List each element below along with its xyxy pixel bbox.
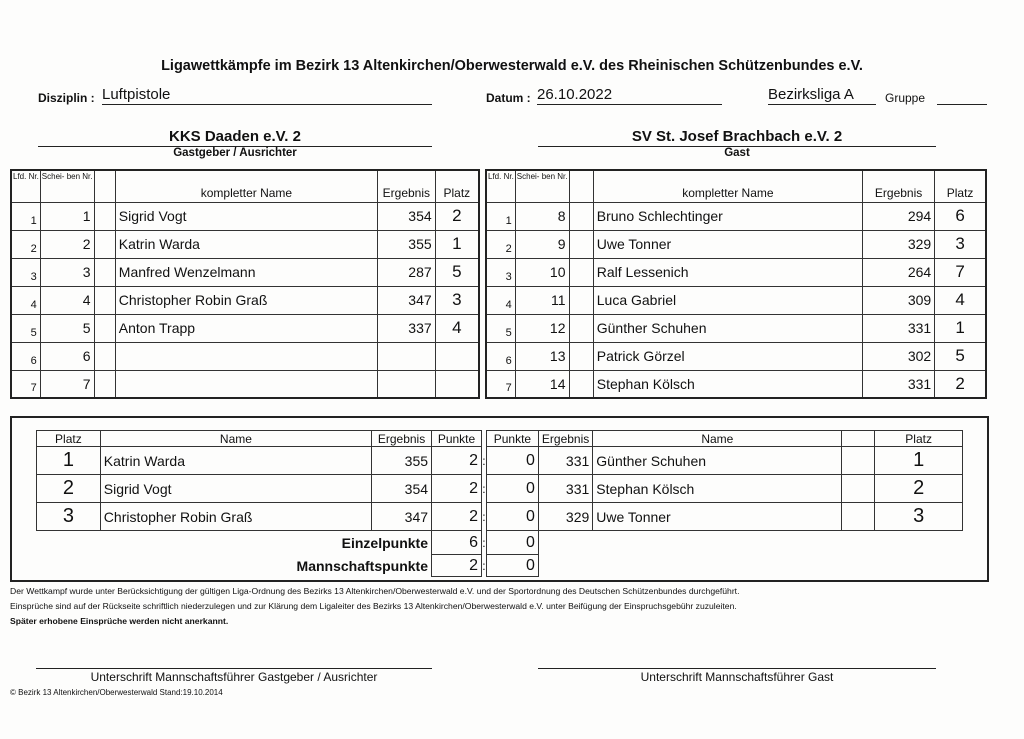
- name-cell: Patrick Görzel: [593, 342, 862, 370]
- scheiben-nr-cell: 13: [515, 342, 569, 370]
- ergebnis-cell: 347: [378, 286, 436, 314]
- disziplin-label: Disziplin :: [38, 91, 95, 105]
- blank-cell: [94, 370, 115, 398]
- blank-cell: [94, 230, 115, 258]
- scheiben-nr-cell: 9: [515, 230, 569, 258]
- ergebnis-cell: 264: [863, 258, 935, 286]
- einzelpunkte-home: 6: [432, 531, 482, 555]
- name-cell: Katrin Warda: [115, 230, 377, 258]
- summary-punkte-home: 2: [432, 503, 482, 531]
- signature-line-home: [36, 668, 432, 669]
- ergebnis-cell: 337: [378, 314, 436, 342]
- colon: :: [482, 509, 486, 524]
- signature-line-guest: [538, 668, 936, 669]
- summary-blank: [842, 447, 875, 475]
- summary-header-row: [37, 431, 963, 447]
- ergebnis-cell: [378, 370, 436, 398]
- summary-platz-home: 1: [37, 447, 101, 475]
- scheiben-nr-cell: 8: [515, 202, 569, 230]
- table-row: [11, 314, 479, 342]
- colon: :: [482, 453, 486, 468]
- col-scheiben-nr: Schei- ben Nr.: [40, 170, 94, 202]
- summary-ergebnis-guest: 329: [538, 503, 592, 531]
- col-lfd-nr: Lfd. Nr.: [486, 170, 515, 202]
- ergebnis-cell: 354: [378, 202, 436, 230]
- einzelpunkte-row: [37, 531, 963, 555]
- summary-ergebnis-home: 347: [372, 503, 432, 531]
- summary-punkte-guest: 0: [486, 475, 538, 503]
- table-row: [11, 202, 479, 230]
- scheiben-nr-cell: 11: [515, 286, 569, 314]
- table-row: [486, 286, 986, 314]
- mannschaftspunkte-guest: 0: [486, 555, 538, 577]
- disziplin-value: Luftpistole: [102, 86, 171, 103]
- datum-label: Datum :: [486, 91, 531, 105]
- lfd-nr-cell: 2: [11, 230, 40, 258]
- footer-note-2: Einsprüche sind auf der Rückseite schriftlich niederzulegen und zur Klärung dem Ligaleiter des Bezirks 13 Altenkirchen/Oberwesterwald e.V. unter Beifügung der Einspruchsgebühr zuzuleiten.: [10, 601, 737, 611]
- summary-name-home: Sigrid Vogt: [100, 475, 371, 503]
- table-row: [11, 286, 479, 314]
- sum-col-punkte: Punkte: [432, 431, 482, 447]
- scheiben-nr-cell: 14: [515, 370, 569, 398]
- summary-platz-guest: 2: [875, 475, 963, 503]
- blank-cell: [94, 286, 115, 314]
- summary-ergebnis-home: 354: [372, 475, 432, 503]
- blank-cell: [94, 258, 115, 286]
- col-platz: Platz: [935, 170, 986, 202]
- name-cell: Bruno Schlechtinger: [593, 202, 862, 230]
- platz-cell: 5: [435, 258, 479, 286]
- summary-punkte-guest: 0: [486, 503, 538, 531]
- ergebnis-cell: 331: [863, 370, 935, 398]
- ergebnis-cell: [378, 342, 436, 370]
- table-row: [486, 314, 986, 342]
- colon: :: [482, 481, 486, 496]
- lfd-nr-cell: 6: [486, 342, 515, 370]
- guest-header-row: [486, 170, 986, 202]
- col-name: kompletter Name: [115, 170, 377, 202]
- summary-table: [36, 430, 963, 577]
- col-scheiben-nr: Schei- ben Nr.: [515, 170, 569, 202]
- lfd-nr-cell: 6: [11, 342, 40, 370]
- gruppe-field: [937, 86, 987, 105]
- document-title: Ligawettkämpfe im Bezirk 13 Altenkirchen/Oberwesterwald e.V. des Rheinischen Schützenbundes e.V.: [161, 58, 863, 74]
- footer-note-1: Der Wettkampf wurde unter Berücksichtigung der gültigen Liga-Ordnung des Bezirks 13 Altenkirchen/Oberwesterwald e.V. und der Sportordnung des Deutschen Schützenbundes durchgeführt.: [10, 586, 740, 596]
- colon: :: [482, 558, 486, 573]
- blank-cell: [569, 286, 593, 314]
- blank-cell: [94, 342, 115, 370]
- table-row: [11, 342, 479, 370]
- name-cell: Sigrid Vogt: [115, 202, 377, 230]
- scheiben-nr-cell: 10: [515, 258, 569, 286]
- lfd-nr-cell: 7: [486, 370, 515, 398]
- sum-col-name-guest: Name: [593, 431, 842, 447]
- name-cell: Manfred Wenzelmann: [115, 258, 377, 286]
- summary-platz-guest: 3: [875, 503, 963, 531]
- lfd-nr-cell: 5: [486, 314, 515, 342]
- lfd-nr-cell: 1: [11, 202, 40, 230]
- summary-blank: [842, 503, 875, 531]
- ergebnis-cell: 302: [863, 342, 935, 370]
- platz-cell: 5: [935, 342, 986, 370]
- name-cell: Ralf Lessenich: [593, 258, 862, 286]
- blank-cell: [569, 230, 593, 258]
- summary-name-home: Katrin Warda: [100, 447, 371, 475]
- table-row: [37, 475, 963, 503]
- summary-platz-home: 2: [37, 475, 101, 503]
- mannschaftspunkte-home: 2: [432, 555, 482, 577]
- col-blank: [94, 170, 115, 202]
- footer-note-3: Später erhobene Einsprüche werden nicht anerkannt.: [10, 616, 229, 626]
- liga-field: [768, 86, 876, 105]
- lfd-nr-cell: 3: [11, 258, 40, 286]
- platz-cell: 4: [935, 286, 986, 314]
- ergebnis-cell: 331: [863, 314, 935, 342]
- platz-cell: 1: [935, 314, 986, 342]
- home-results-table: [10, 169, 480, 399]
- mannschaftspunkte-row: [37, 555, 963, 577]
- col-ergebnis: Ergebnis: [378, 170, 436, 202]
- table-row: [37, 447, 963, 475]
- col-name: kompletter Name: [593, 170, 862, 202]
- sum-col-platz-guest: Platz: [875, 431, 963, 447]
- mannschaftspunkte-label: Mannschaftspunkte: [296, 557, 429, 574]
- blank-cell: [94, 202, 115, 230]
- platz-cell: 2: [935, 370, 986, 398]
- home-team-role: Gastgeber / Ausrichter: [173, 147, 297, 159]
- name-cell: [115, 370, 377, 398]
- scheiben-nr-cell: 12: [515, 314, 569, 342]
- blank-cell: [94, 314, 115, 342]
- summary-platz-guest: 1: [875, 447, 963, 475]
- summary-name-guest: Stephan Kölsch: [593, 475, 842, 503]
- platz-cell: 3: [935, 230, 986, 258]
- lfd-nr-cell: 2: [486, 230, 515, 258]
- sum-col-name: Name: [100, 431, 371, 447]
- table-row: [486, 370, 986, 398]
- platz-cell: 3: [435, 286, 479, 314]
- summary-name-guest: Günther Schuhen: [593, 447, 842, 475]
- ergebnis-cell: 329: [863, 230, 935, 258]
- einzelpunkte-label: Einzelpunkte: [341, 534, 429, 551]
- summary-ergebnis-guest: 331: [538, 475, 592, 503]
- lfd-nr-cell: 1: [486, 202, 515, 230]
- guest-team-role: Gast: [724, 147, 750, 159]
- table-row: [11, 370, 479, 398]
- table-row: [486, 258, 986, 286]
- name-cell: Anton Trapp: [115, 314, 377, 342]
- summary-punkte-guest: 0: [486, 447, 538, 475]
- lfd-nr-cell: 3: [486, 258, 515, 286]
- datum-field: [537, 86, 722, 105]
- platz-cell: 7: [935, 258, 986, 286]
- summary-platz-home: 3: [37, 503, 101, 531]
- gruppe-label: Gruppe: [885, 91, 926, 105]
- platz-cell: 4: [435, 314, 479, 342]
- signature-label-guest: Unterschrift Mannschaftsführer Gast: [640, 670, 834, 684]
- ergebnis-cell: 287: [378, 258, 436, 286]
- summary-ergebnis-home: 355: [372, 447, 432, 475]
- table-row: [486, 202, 986, 230]
- summary-name-guest: Uwe Tonner: [593, 503, 842, 531]
- signature-label-home: Unterschrift Mannschaftsführer Gastgeber / Ausrichter: [90, 670, 378, 684]
- summary-blank: [842, 475, 875, 503]
- scheiben-nr-cell: 2: [40, 230, 94, 258]
- platz-cell: [435, 370, 479, 398]
- scheiben-nr-cell: 3: [40, 258, 94, 286]
- home-header-row: [11, 170, 479, 202]
- sum-col-platz: Platz: [37, 431, 101, 447]
- summary-punkte-home: 2: [432, 475, 482, 503]
- sum-col-blank: [842, 431, 875, 447]
- blank-cell: [569, 202, 593, 230]
- blank-cell: [569, 370, 593, 398]
- name-cell: Günther Schuhen: [593, 314, 862, 342]
- table-row: [11, 230, 479, 258]
- blank-cell: [569, 342, 593, 370]
- name-cell: Christopher Robin Graß: [115, 286, 377, 314]
- platz-cell: 6: [935, 202, 986, 230]
- blank-cell: [569, 258, 593, 286]
- table-row: [11, 258, 479, 286]
- scheiben-nr-cell: 1: [40, 202, 94, 230]
- name-cell: Uwe Tonner: [593, 230, 862, 258]
- summary-ergebnis-guest: 331: [538, 447, 592, 475]
- blank-cell: [569, 314, 593, 342]
- platz-cell: 1: [435, 230, 479, 258]
- colon: :: [482, 535, 486, 550]
- datum-value: 26.10.2022: [537, 86, 613, 103]
- lfd-nr-cell: 4: [486, 286, 515, 314]
- einzelpunkte-guest: 0: [486, 531, 538, 555]
- summary-punkte-home: 2: [432, 447, 482, 475]
- ergebnis-cell: 309: [863, 286, 935, 314]
- guest-team-name: SV St. Josef Brachbach e.V. 2: [631, 128, 843, 145]
- liga-value: Bezirksliga A: [768, 86, 854, 103]
- table-row: [37, 503, 963, 531]
- lfd-nr-cell: 4: [11, 286, 40, 314]
- name-cell: [115, 342, 377, 370]
- platz-cell: 2: [435, 202, 479, 230]
- scheiben-nr-cell: 5: [40, 314, 94, 342]
- col-platz: Platz: [435, 170, 479, 202]
- sum-col-ergebnis: Ergebnis: [372, 431, 432, 447]
- sum-col-ergebnis-guest: Ergebnis: [538, 431, 592, 447]
- guest-results-table: [485, 169, 987, 399]
- lfd-nr-cell: 5: [11, 314, 40, 342]
- table-row: [486, 230, 986, 258]
- table-row: [486, 342, 986, 370]
- name-cell: Luca Gabriel: [593, 286, 862, 314]
- scheiben-nr-cell: 7: [40, 370, 94, 398]
- col-ergebnis: Ergebnis: [863, 170, 935, 202]
- scheiben-nr-cell: 4: [40, 286, 94, 314]
- platz-cell: [435, 342, 479, 370]
- copyright: © Bezirk 13 Altenkirchen/Oberwesterwald Stand:19.10.2014: [10, 688, 223, 697]
- col-lfd-nr: Lfd. Nr.: [11, 170, 40, 202]
- scheiben-nr-cell: 6: [40, 342, 94, 370]
- ergebnis-cell: 355: [378, 230, 436, 258]
- disziplin-field: [102, 86, 432, 105]
- sum-col-punkte-guest: Punkte: [486, 431, 538, 447]
- col-blank: [569, 170, 593, 202]
- ergebnis-cell: 294: [863, 202, 935, 230]
- lfd-nr-cell: 7: [11, 370, 40, 398]
- summary-name-home: Christopher Robin Graß: [100, 503, 371, 531]
- name-cell: Stephan Kölsch: [593, 370, 862, 398]
- home-team-name: KKS Daaden e.V. 2: [168, 128, 301, 145]
